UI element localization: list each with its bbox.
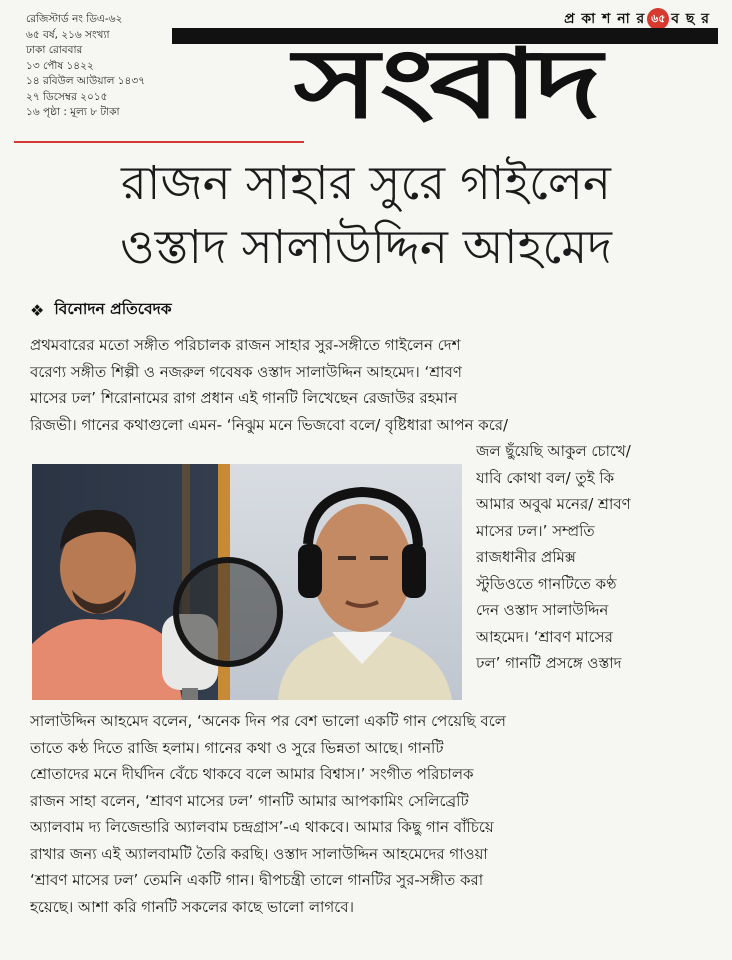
issue-info-line: ২৭ ডিসেম্বর ২০১৫ <box>26 90 108 103</box>
article-headline <box>20 152 712 280</box>
body-line: মাসের ঢল’ শিরোনামের রাগ প্রধান এই গানটি লিখেছেন রেজাউর রহমান <box>30 389 458 407</box>
article-body-bottom <box>30 708 706 920</box>
body-line: জল ছুঁয়েছি আকুল চোখে/ <box>476 442 631 460</box>
body-line: স্টুডিওতে গানটিতে কণ্ঠ <box>476 574 617 593</box>
body-line: মাসের ঢল।’ সম্প্রতি <box>476 521 595 540</box>
byline <box>30 297 172 323</box>
body-line: অ্যালবাম দ্য লিজেন্ডারি অ্যালবাম চন্দ্রগ্রাস’-এ থাকবে। আমার কিছু গান বাঁচিয়ে <box>30 818 494 836</box>
byline-text: বিনোদন প্রতিবেদক <box>54 300 172 318</box>
body-line: আমার অবুঝ মনের/ শ্রাবণ <box>476 495 631 513</box>
diamond-bullet-icon: ❖ <box>30 300 45 320</box>
body-line: রাখার জন্য এই অ্যালবামটি তৈরি করছি। ওস্তাদ সালাউদ্দিন আহমেদের গাওয়া <box>30 844 488 863</box>
tagline-text: প্র কা শ না র <box>564 11 646 27</box>
article-photo <box>32 464 462 700</box>
headline-line: রাজন সাহার সুরে গাইলেন <box>121 156 611 211</box>
body-line: দেন ওস্তাদ সালাউদ্দিন <box>476 601 609 619</box>
article-body-right-column <box>476 438 706 677</box>
studio-photo-illustration <box>32 464 462 700</box>
body-line: তাতে কণ্ঠ দিতে রাজি হলাম। গানের কথা ও সুরে ভিন্নতা আছে। গানটি <box>30 738 444 757</box>
body-line: সালাউদ্দিন আহমেদ বলেন, ‘অনেক দিন পর বেশ ভালো একটি গান পেয়েছি বলে <box>30 712 506 730</box>
newspaper-masthead <box>172 28 718 136</box>
article-body-top <box>30 332 706 438</box>
body-line: শ্রোতাদের মনে দীর্ঘদিন বেঁচে থাকবে বলে আমার বিশ্বাস।’ সংগীত পরিচালক <box>30 765 474 783</box>
body-line: রিজভী। গানের কথাগুলো এমন- ‘নিঝুম মনে ভিজবো বলে/ বৃষ্টিধারা আপন করে/ <box>30 415 509 434</box>
anniversary-badge: ৬৫ <box>647 8 669 30</box>
anniversary-tagline <box>564 8 710 30</box>
body-line: রাজন সাহা বলেন, ‘শ্রাবণ মাসের ঢল’ গানটি আমার আপকামিং সেলিব্রেটি <box>30 791 469 810</box>
body-line: ‘শ্রাবণ মাসের ঢল’ তেমনি একটি গান। দ্বীপচন্ত্রী তালে গানটির সুর-সঙ্গীত করা <box>30 871 484 889</box>
issue-info-line: ৬৫ বর্ষ, ২১৬ সংখ্যা <box>26 28 110 41</box>
issue-info-line: ঢাকা রোববার <box>26 44 83 56</box>
body-line: রাজধানীর প্রমিক্স <box>476 548 576 566</box>
tagline-text: ব ছ র <box>671 11 710 27</box>
newspaper-name: সংবাদ <box>293 28 597 136</box>
body-line: হয়েছে। আশা করি গানটি সকলের কাছে ভালো লাগবে। <box>30 897 354 916</box>
issue-info-line: ১৪ রবিউল আউয়াল ১৪৩৭ <box>26 75 146 87</box>
issue-info-line: ১৩ পৌষ ১৪২২ <box>26 59 94 72</box>
body-line: আহমেদ। ‘শ্রাবণ মাসের <box>476 627 613 646</box>
headline-line: ওস্তাদ সালাউদ্দিন আহমেদ <box>120 220 612 275</box>
body-line: প্রথমবারের মতো সঙ্গীত পরিচালক রাজন সাহার সুর-সঙ্গীতে গাইলেন দেশ <box>30 336 461 354</box>
body-line: ঢল’ গানটি প্রসঙ্গে ওস্তাদ <box>476 654 622 672</box>
issue-info-line: ১৬ পৃষ্ঠা : মূল্য ৮ টাকা <box>26 106 120 118</box>
issue-info <box>26 12 186 121</box>
body-line: যাবি কোথা বল/ তুই কি <box>476 468 615 487</box>
issue-info-line: রেজিস্টার্ড নং ডিএ-৬২ <box>26 13 123 25</box>
divider <box>14 141 304 143</box>
body-line: বরেণ্য সঙ্গীত শিল্পী ও নজরুল গবেষক ওস্তাদ সালাউদ্দিন আহমেদ। ‘শ্রাবণ <box>30 362 462 381</box>
